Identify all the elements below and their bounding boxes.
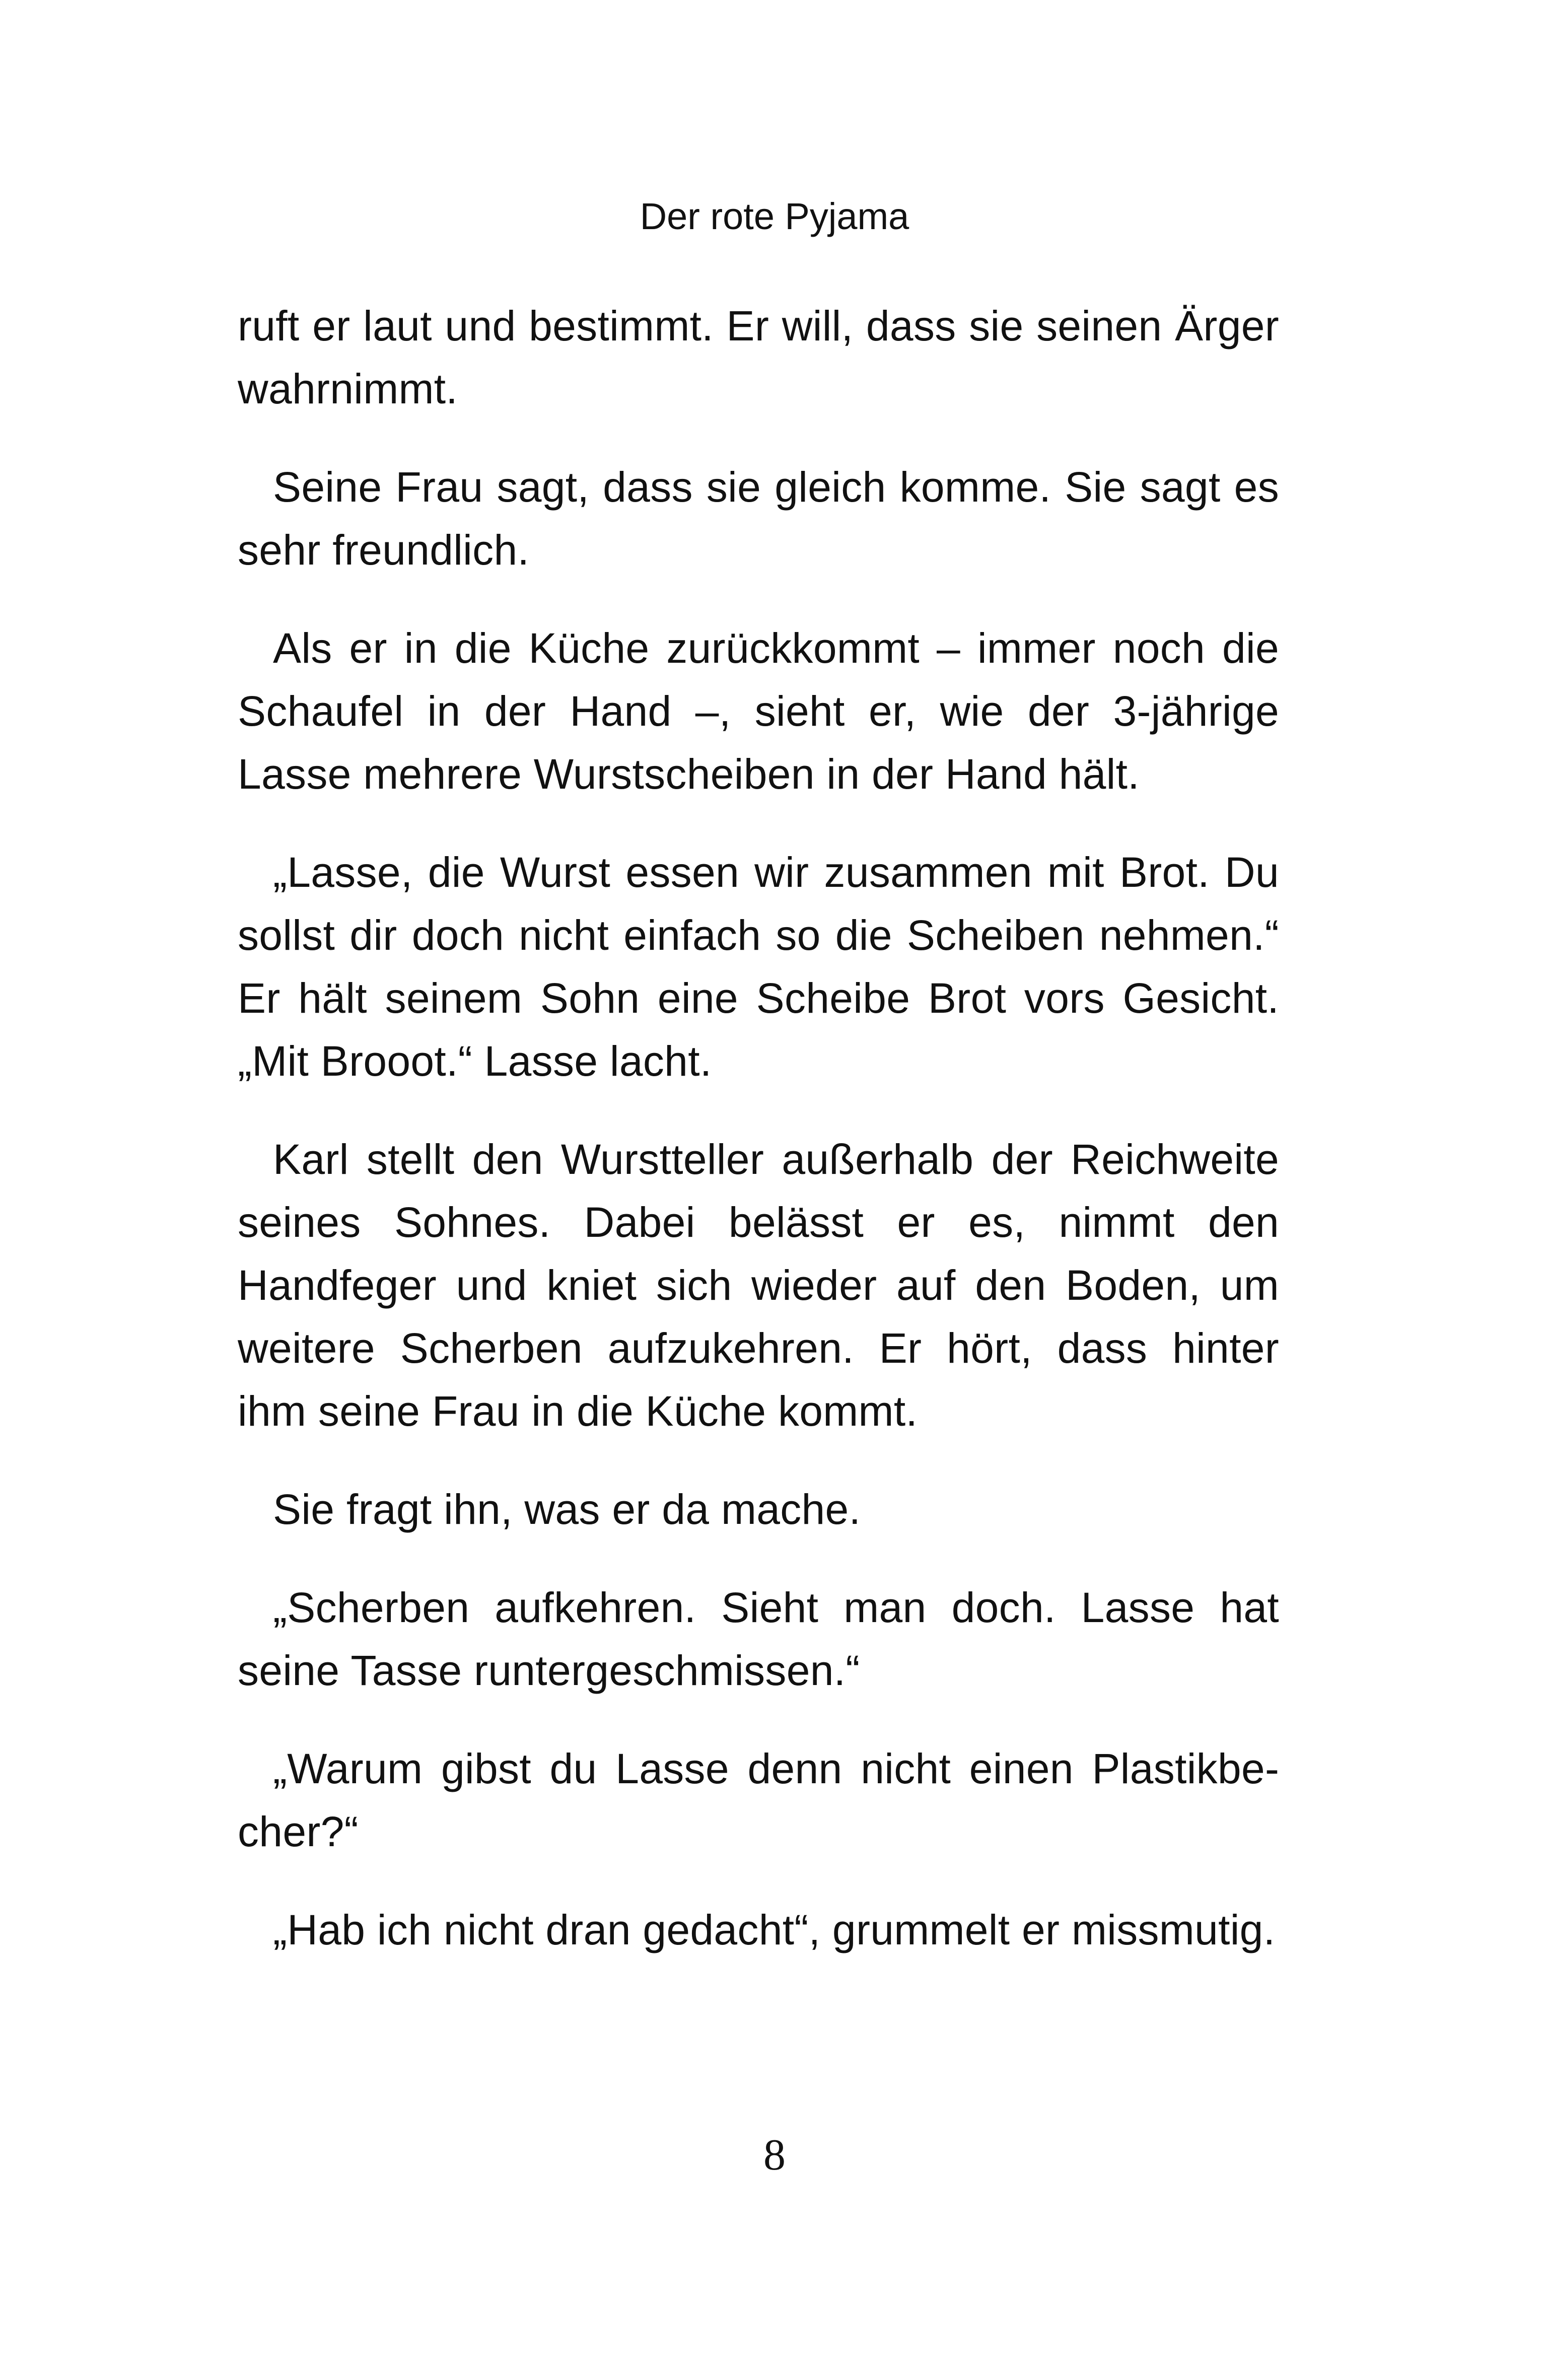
paragraph: Als er in die Küche zurückkommt – immer noch die Schaufel in der Hand –, sieht er, wie der 3-jährige Lasse mehrere Wurstscheiben in der Hand hält. xyxy=(238,624,1279,798)
paragraph: „Lasse, die Wurst essen wir zusammen mit Brot. Du sollst dir doch nicht einfach so die Scheiben nehmen.“ Er hält seinem Sohn eine Scheibe Brot vors Gesicht. „Mit Brooot.“ Lasse lacht. xyxy=(238,849,1279,1085)
paragraph: ruft er laut und bestimmt. Er will, dass sie seinen Ärger wahrnimmt. xyxy=(238,302,1279,412)
paragraph: „Hab ich nicht dran gedacht“, grummelt er missmutig. xyxy=(273,1906,1276,1953)
paragraph: „Scherben aufkehren. Sieht man doch. Lasse hat seine Tasse runtergeschmissen.“ xyxy=(238,1584,1279,1694)
running-head-title: Der rote Pyjama xyxy=(640,195,909,237)
page-number: 8 xyxy=(763,2131,786,2180)
body-text xyxy=(238,295,1279,1997)
paragraph: Karl stellt den Wurstteller außerhalb der Reichweite seines Sohnes. Dabei belässt er es, nimmt den Handfeger und kniet sich wieder auf den Boden, um weitere Scherben aufzukehren. Er hört, dass hinter ihm seine Frau in die Küche kommt. xyxy=(238,1136,1279,1435)
paragraph: Sie fragt ihn, was er da mache. xyxy=(273,1486,861,1533)
paragraph: „Warum gibst du Lasse denn nicht einen Plastikbecher?“ xyxy=(238,1745,1279,1855)
paragraph: Seine Frau sagt, dass sie gleich komme. Sie sagt es sehr freundlich. xyxy=(238,463,1279,574)
